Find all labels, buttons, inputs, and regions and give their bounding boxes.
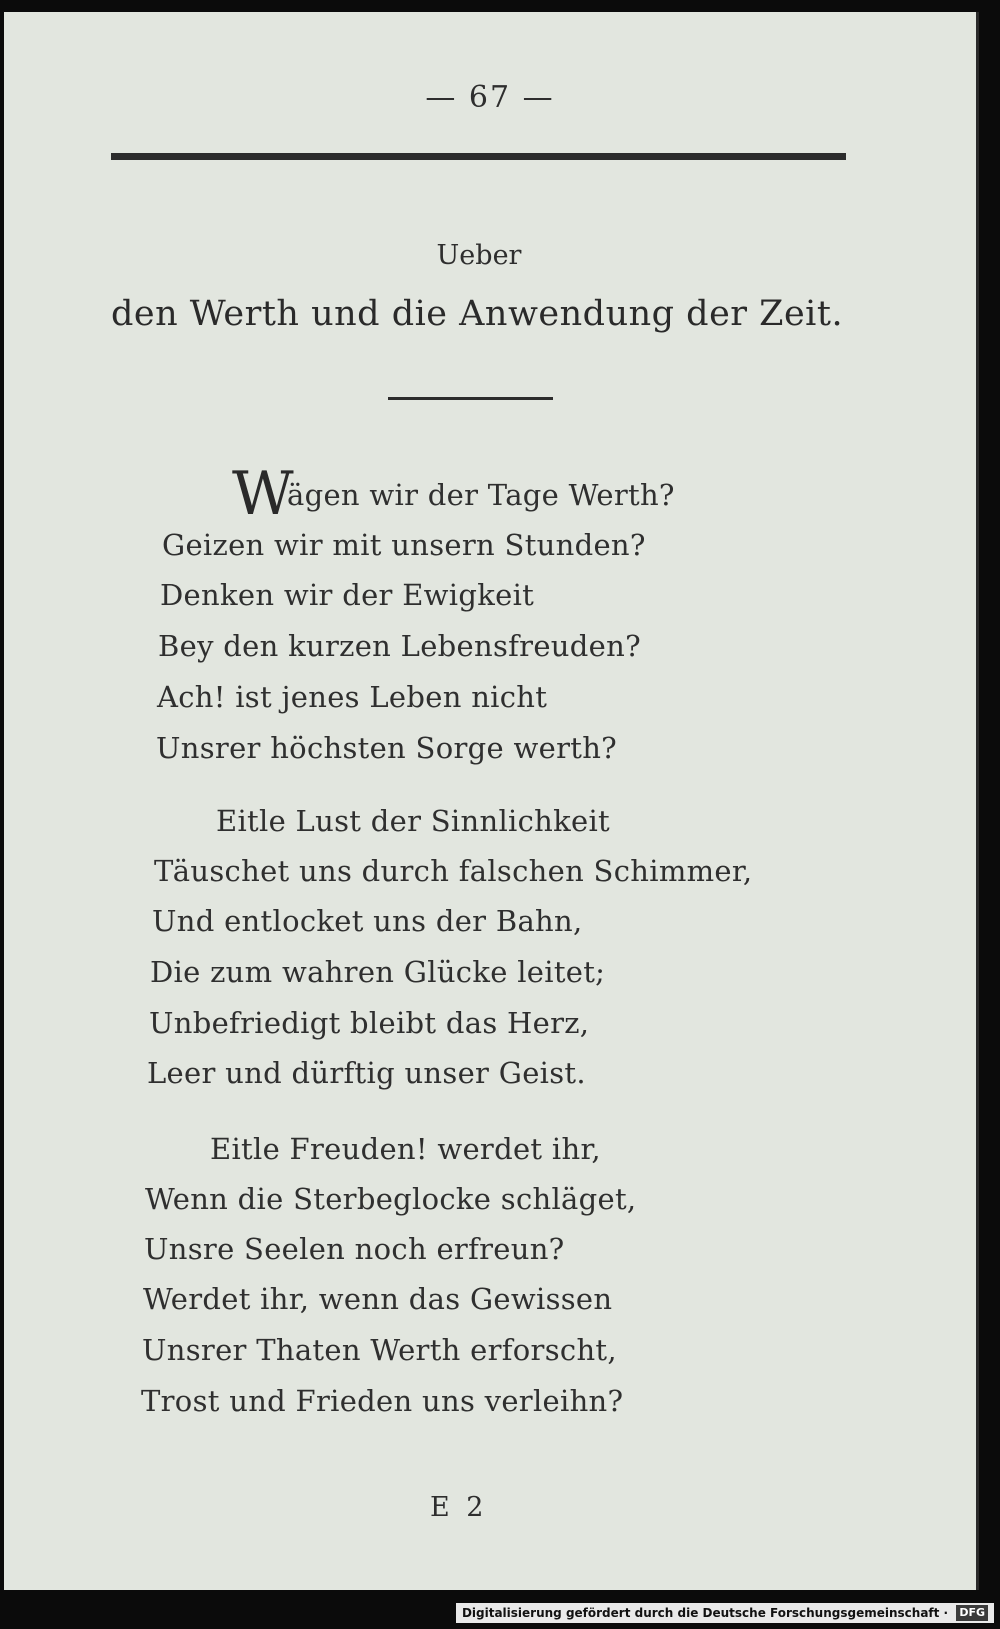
stanza-1-line-3: Denken wir der Ewigkeit: [160, 578, 535, 612]
stanza-1-line-6: Unsrer höchsten Sorge werth?: [156, 731, 618, 765]
page-number: — 67 —: [425, 80, 555, 115]
stanza-3-line-5: Unsrer Thaten Werth erforscht,: [142, 1333, 617, 1367]
catchword-signature: E 2: [430, 1492, 488, 1523]
stanza-2-line-6: Leer und dürftig unser Geist.: [147, 1056, 586, 1090]
stanza-3-line-2: Wenn die Sterbeglocke schläget,: [145, 1182, 637, 1216]
stanza-2-line-3: Und entlocket uns der Bahn,: [152, 904, 583, 938]
stanza-3-line-4: Werdet ihr, wenn das Gewissen: [143, 1282, 613, 1316]
dfg-logo-icon: DFG: [956, 1605, 988, 1621]
stanza-2-line-5: Unbefriedigt bleibt das Herz,: [149, 1006, 590, 1040]
poem-title-line-1: Ueber: [436, 240, 522, 271]
stanza-3-line-1: Eitle Freuden! werdet ihr,: [210, 1132, 601, 1166]
digitization-credit: [456, 1603, 994, 1623]
stanza-1-line-2: Geizen wir mit unsern Stunden?: [162, 528, 646, 562]
stanza-2-line-2: Täuschet uns durch falschen Schimmer,: [154, 854, 753, 888]
drop-cap: W: [232, 459, 294, 529]
stanza-3-line-6: Trost und Frieden uns verleihn?: [141, 1384, 624, 1418]
title-divider: [388, 397, 553, 400]
stanza-1-line-5: Ach! ist jenes Leben nicht: [157, 680, 548, 714]
stanza-1-line-1: ägen wir der Tage Werth?: [287, 478, 675, 512]
header-rule: [111, 153, 846, 160]
credit-text: Digitalisierung gefördert durch die Deutsche Forschungsgemeinschaft ·: [461, 1606, 949, 1620]
stanza-3-line-3: Unsre Seelen noch erfreun?: [144, 1232, 565, 1266]
stanza-2-line-4: Die zum wahren Glücke leitet;: [150, 955, 606, 989]
poem-title-line-2: den Werth und die Anwendung der Zeit.: [111, 294, 844, 334]
book-page: [4, 12, 979, 1590]
stanza-1-line-4: Bey den kurzen Lebensfreuden?: [158, 629, 641, 663]
stanza-2-line-1: Eitle Lust der Sinnlichkeit: [216, 804, 610, 838]
